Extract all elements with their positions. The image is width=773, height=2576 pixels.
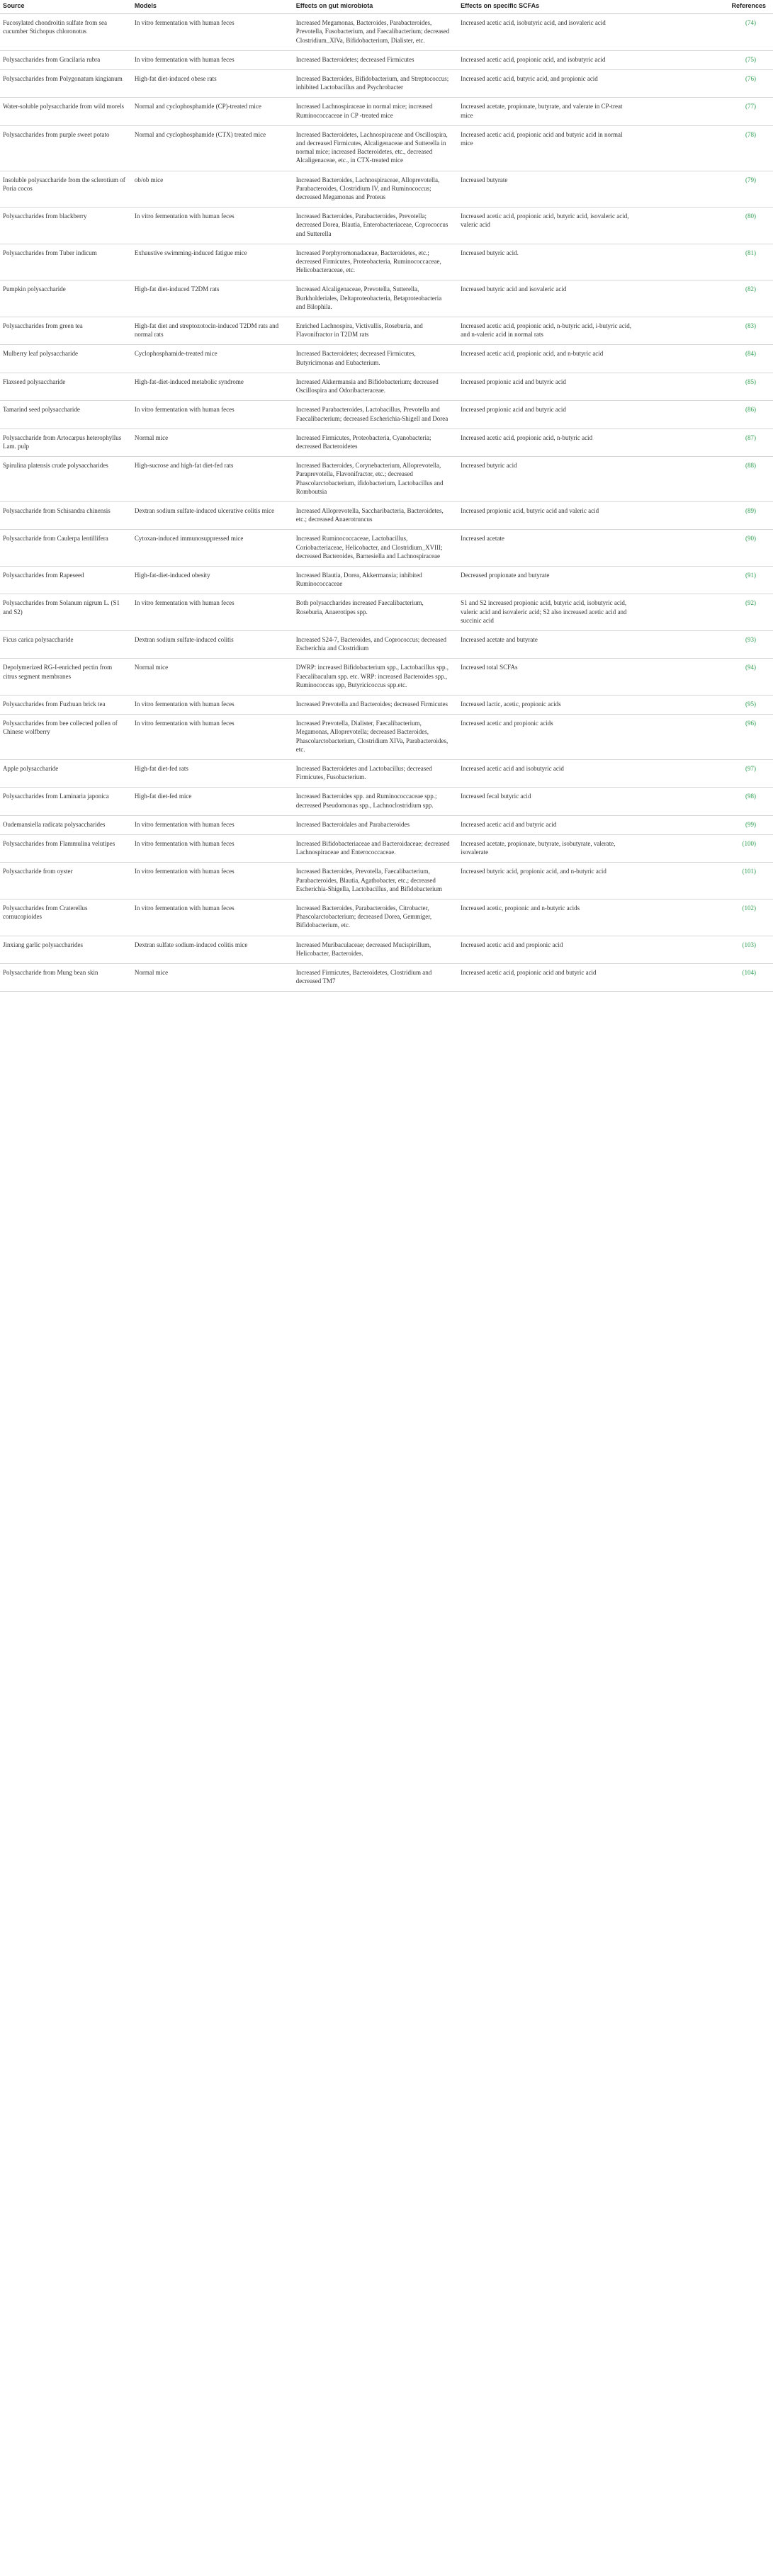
reference-link[interactable]: (91) xyxy=(745,571,756,579)
cell-reference xyxy=(638,530,773,567)
cell-source: Depolymerized RG-I-enriched pectin from citrus segment membranes xyxy=(0,659,132,696)
cell-microbiota: Increased Bacteroides, Lachnospiraceae, Alloprevotella, Parabacteroides, Clostridium IV, and Ruminococcus; decreased Megamonas and Proteus xyxy=(293,171,458,208)
cell-reference xyxy=(638,345,773,373)
cell-reference xyxy=(638,457,773,502)
cell-microbiota: Increased Bacteroidetes and Lactobacillus; decreased Firmicutes, Fusobacterium. xyxy=(293,759,458,787)
header-microbiota: Effects on gut microbiota xyxy=(293,0,458,14)
table-row xyxy=(0,14,773,51)
cell-microbiota: Increased Bacteroides, Corynebacterium, Alloprevotella, Paraprevotella, Flavonifractor, etc.; decreased Phascolarctobacterium, ifidobacterium, Lactobacillus and Romboutsia xyxy=(293,457,458,502)
cell-microbiota: Increased Prevotella, Dialister, Faecalibacterium, Megamonas, Alloprevotella; decreased Bacteroides, Phascolarctobacterium, Clostridium XIVa, Parabacteroides, etc. xyxy=(293,715,458,760)
cell-scfas: Increased acetic acid, propionic acid, n-butyric acid, i-butyric acid, and n-valeric acid in normal rats xyxy=(458,317,638,345)
cell-microbiota: Increased Bacteroides, Parabacteroides, Citrobacter, Phascolarctobacterium; decreased Dorea, Gemmiger, Bifidobacterium, etc. xyxy=(293,900,458,936)
reference-link[interactable]: (103) xyxy=(742,941,756,948)
cell-source: Polysaccharides from Gracilaria rubra xyxy=(0,50,132,69)
header-scfas: Effects on specific SCFAs xyxy=(458,0,638,14)
table-row xyxy=(0,815,773,834)
table-header xyxy=(0,0,773,14)
cell-models: High-fat-diet-induced obesity xyxy=(132,566,293,594)
cell-models: In vitro fermentation with human feces xyxy=(132,900,293,936)
cell-models: High-fat diet and streptozotocin-induced T2DM rats and normal rats xyxy=(132,317,293,345)
cell-models: High-sucrose and high-fat diet-fed rats xyxy=(132,457,293,502)
cell-reference xyxy=(638,14,773,51)
cell-models: In vitro fermentation with human feces xyxy=(132,14,293,51)
cell-models: Normal mice xyxy=(132,429,293,456)
cell-microbiota: Increased Bacteroides, Prevotella, Faecalibacterium, Parabacteroides, Blautia, Agathobacter, etc.; decreased Escherichia-Shigella, Lactobacillus, and Bifidobacterium xyxy=(293,863,458,900)
reference-link[interactable]: (88) xyxy=(745,462,756,470)
header-models: Models xyxy=(132,0,293,14)
cell-source: Oudemansiella radicata polysaccharides xyxy=(0,815,132,834)
cell-models: In vitro fermentation with human feces xyxy=(132,401,293,429)
cell-reference xyxy=(638,594,773,631)
reference-link[interactable]: (75) xyxy=(745,55,756,63)
cell-microbiota: Increased Porphyromonadaceae, Bacteroidetes, etc.; decreased Firmicutes, Proteobacteria, Ruminococcaceae, Helicobacteraceae, etc. xyxy=(293,244,458,280)
cell-microbiota: Increased Lachnospiraceae in normal mice; increased Ruminococcaceae in CP -treated mice xyxy=(293,98,458,125)
cell-microbiota: Increased S24-7, Bacteroides, and Coprococcus; decreased Escherichia and Clostridium xyxy=(293,630,458,658)
cell-scfas: Increased butyrate xyxy=(458,171,638,208)
cell-reference xyxy=(638,788,773,815)
cell-scfas: Increased propionic acid, butyric acid and valeric acid xyxy=(458,501,638,529)
cell-source: Ficus carica polysaccharide xyxy=(0,630,132,658)
cell-scfas: Increased acetate and butyrate xyxy=(458,630,638,658)
cell-scfas: Increased butyric acid. xyxy=(458,244,638,280)
cell-models: High-fat diet-fed mice xyxy=(132,788,293,815)
cell-source: Polysaccharides from Solanum nigrum L. (S1 and S2) xyxy=(0,594,132,631)
cell-models: In vitro fermentation with human feces xyxy=(132,715,293,760)
cell-source: Polysaccharides from bee collected pollen of Chinese wolfberry xyxy=(0,715,132,760)
cell-models: High-fat diet-induced obese rats xyxy=(132,70,293,98)
cell-microbiota: DWRP: increased Bifidobacterium spp., Lactobacillus spp., Faecalibaculum spp. etc. WRP: increased Bacteroides spp., Ruminococcus spp, Butyricicoccus spp.etc. xyxy=(293,659,458,696)
cell-scfas: Decreased propionate and butyrate xyxy=(458,566,638,594)
table-row xyxy=(0,936,773,963)
reference-link[interactable]: (78) xyxy=(745,130,756,138)
cell-reference xyxy=(638,964,773,992)
cell-source: Polysaccharides from purple sweet potato xyxy=(0,125,132,171)
table-row xyxy=(0,530,773,567)
cell-scfas: Increased acetic acid, propionic acid, butyric acid, isovaleric acid, valeric acid xyxy=(458,208,638,244)
cell-reference xyxy=(638,630,773,658)
cell-microbiota: Increased Blautia, Dorea, Akkermansia; inhibited Ruminococcaceae xyxy=(293,566,458,594)
cell-scfas: Increased propionic acid and butyric acid xyxy=(458,401,638,429)
cell-models: High-fat-diet-induced metabolic syndrome xyxy=(132,373,293,400)
reference-link[interactable]: (97) xyxy=(745,764,756,772)
reference-link[interactable]: (89) xyxy=(745,506,756,514)
table-row xyxy=(0,208,773,244)
table-row xyxy=(0,835,773,863)
cell-reference xyxy=(638,715,773,760)
table-row xyxy=(0,715,773,760)
cell-source: Fucosylated chondroitin sulfate from sea cucumber Stichopus chloronotus xyxy=(0,14,132,51)
reference-link[interactable]: (93) xyxy=(745,635,756,643)
table-row xyxy=(0,788,773,815)
table-row xyxy=(0,964,773,992)
table-body xyxy=(0,14,773,992)
cell-scfas: Increased butyric acid, propionic acid, and n-butyric acid xyxy=(458,863,638,900)
cell-microbiota: Increased Bacteroidetes, Lachnospiraceae and Oscillospira, and decreased Firmicutes, Alcaligenaceae and Sutterella in normal mice; increased Bacteroidetes, etc., decreased Alcaligenaceae, etc., in CTX-treated mice xyxy=(293,125,458,171)
cell-models: Normal and cyclophosphamide (CP)-treated mice xyxy=(132,98,293,125)
table-row xyxy=(0,900,773,936)
cell-source: Spirulina platensis crude polysaccharides xyxy=(0,457,132,502)
cell-reference xyxy=(638,98,773,125)
cell-source: Polysaccharides from green tea xyxy=(0,317,132,345)
cell-models: Cytoxan-induced immunosuppressed mice xyxy=(132,530,293,567)
cell-source: Water-soluble polysaccharide from wild morels xyxy=(0,98,132,125)
cell-reference xyxy=(638,659,773,696)
cell-microbiota: Increased Akkermansia and Bifidobacterium; decreased Oscillospira and Odoribacteraceae. xyxy=(293,373,458,400)
cell-scfas: Increased acetic acid and propionic acid xyxy=(458,936,638,963)
cell-microbiota: Increased Prevotella and Bacteroides; decreased Firmicutes xyxy=(293,695,458,714)
cell-reference xyxy=(638,566,773,594)
cell-microbiota: Increased Parabacteroides, Lactobacillus, Prevotella and Faecalibacterium; decreased Escherichia-Shigell and Dorea xyxy=(293,401,458,429)
cell-models: In vitro fermentation with human feces xyxy=(132,50,293,69)
table-page xyxy=(0,0,773,992)
cell-source: Polysaccharides from Tuber indicum xyxy=(0,244,132,280)
cell-reference xyxy=(638,429,773,456)
table-row xyxy=(0,401,773,429)
cell-source: Polysaccharide from Caulerpa lentillifera xyxy=(0,530,132,567)
cell-source: Polysaccharides from Laminaria japonica xyxy=(0,788,132,815)
cell-source: Polysaccharides from Craterellus cornucopioides xyxy=(0,900,132,936)
reference-link[interactable]: (83) xyxy=(745,322,756,330)
cell-models: In vitro fermentation with human feces xyxy=(132,695,293,714)
cell-scfas: Increased acetic acid, propionic acid, and n-butyric acid xyxy=(458,345,638,373)
cell-reference xyxy=(638,900,773,936)
cell-reference xyxy=(638,401,773,429)
cell-models: Dextran sulfate sodium-induced colitis mice xyxy=(132,936,293,963)
cell-source: Polysaccharides from Fuzhuan brick tea xyxy=(0,695,132,714)
cell-models: In vitro fermentation with human feces xyxy=(132,863,293,900)
cell-scfas: Increased acetic acid and isobutyric acid xyxy=(458,759,638,787)
cell-microbiota: Enriched Lachnospira, Victivallis, Roseburia, and Flavonifractor in T2DM rats xyxy=(293,317,458,345)
cell-models: In vitro fermentation with human feces xyxy=(132,815,293,834)
cell-source: Tamarind seed polysaccharide xyxy=(0,401,132,429)
cell-reference xyxy=(638,695,773,714)
table-row xyxy=(0,280,773,317)
reference-link[interactable]: (82) xyxy=(745,285,756,293)
table-row xyxy=(0,429,773,456)
cell-models: Normal mice xyxy=(132,659,293,696)
table-row xyxy=(0,125,773,171)
cell-source: Polysaccharide from oyster xyxy=(0,863,132,900)
cell-models: Dextran sodium sulfate-induced colitis xyxy=(132,630,293,658)
cell-models: Dextran sodium sulfate-induced ulcerative colitis mice xyxy=(132,501,293,529)
cell-reference xyxy=(638,280,773,317)
reference-link[interactable]: (102) xyxy=(742,904,756,912)
reference-link[interactable]: (104) xyxy=(742,969,756,977)
reference-link[interactable]: (94) xyxy=(745,664,756,671)
cell-scfas: Increased acetic acid, propionic acid, n-butyric acid xyxy=(458,429,638,456)
cell-models: In vitro fermentation with human feces xyxy=(132,835,293,863)
cell-reference xyxy=(638,244,773,280)
reference-link[interactable]: (84) xyxy=(745,350,756,358)
reference-link[interactable]: (87) xyxy=(745,433,756,441)
table-row xyxy=(0,659,773,696)
cell-models: Normal and cyclophosphamide (CTX) treated mice xyxy=(132,125,293,171)
cell-source: Flaxseed polysaccharide xyxy=(0,373,132,400)
cell-reference xyxy=(638,317,773,345)
cell-reference xyxy=(638,759,773,787)
cell-reference xyxy=(638,863,773,900)
cell-reference xyxy=(638,208,773,244)
table-row xyxy=(0,345,773,373)
cell-microbiota: Increased Alcaligenaceae, Prevotella, Sutterella, Burkholderiales, Deltaproteobacteria, Betaproteobacteria and Bilophila. xyxy=(293,280,458,317)
cell-scfas: Increased fecal butyric acid xyxy=(458,788,638,815)
cell-reference xyxy=(638,936,773,963)
cell-scfas: Increased total SCFAs xyxy=(458,659,638,696)
cell-scfas: Increased propionic acid and butyric acid xyxy=(458,373,638,400)
table-row xyxy=(0,566,773,594)
reference-link[interactable]: (96) xyxy=(745,720,756,727)
polysaccharide-effects-table xyxy=(0,0,773,992)
cell-source: Polysaccharide from Mung bean skin xyxy=(0,964,132,992)
cell-microbiota: Increased Bacteroides, Bifidobacterium, and Streptococcus; inhibited Lactobacillus and Psychrobacter xyxy=(293,70,458,98)
table-row xyxy=(0,70,773,98)
cell-reference xyxy=(638,373,773,400)
table-row xyxy=(0,695,773,714)
header-references: References xyxy=(638,0,773,14)
table-row xyxy=(0,98,773,125)
cell-scfas: Increased acetic acid, propionic acid, and isobutyric acid xyxy=(458,50,638,69)
cell-scfas: Increased butyric acid xyxy=(458,457,638,502)
cell-source: Polysaccharides from Polygonatum kingianum xyxy=(0,70,132,98)
table-row xyxy=(0,863,773,900)
cell-source: Insoluble polysaccharide from the sclerotium of Poria cocos xyxy=(0,171,132,208)
cell-scfas: Increased acetate, propionate, butyrate, and valerate in CP-treat mice xyxy=(458,98,638,125)
cell-scfas: Increased acetic and propionic acids xyxy=(458,715,638,760)
header-source: Source xyxy=(0,0,132,14)
cell-scfas: S1 and S2 increased propionic acid, butyric acid, isobutyric acid, valeric acid and isovaleric acid; S2 also increased acetic acid and succinic acid xyxy=(458,594,638,631)
table-row xyxy=(0,630,773,658)
cell-scfas: Increased lactic, acetic, propionic acids xyxy=(458,695,638,714)
cell-microbiota: Increased Bacteroidetes; decreased Firmicutes, Butyricimonas and Eubacterium. xyxy=(293,345,458,373)
cell-microbiota: Increased Bacteroidales and Parabacteroides xyxy=(293,815,458,834)
cell-scfas: Increased butyric acid and isovaleric acid xyxy=(458,280,638,317)
reference-link[interactable]: (81) xyxy=(745,249,756,256)
cell-models: In vitro fermentation with human feces xyxy=(132,594,293,631)
cell-microbiota: Increased Ruminococcaceae, Lactobacillus, Coriobacteriaceae, Helicobacter, and Clostridium_XVIII; decreased Bacteroides, Barnesiella and Lachnospiraceae xyxy=(293,530,458,567)
cell-source: Polysaccharides from Flammulina velutipes xyxy=(0,835,132,863)
cell-microbiota: Both polysaccharides increased Faecalibacterium, Roseburia, Anaerotipes spp. xyxy=(293,594,458,631)
cell-source: Apple polysaccharide xyxy=(0,759,132,787)
cell-source: Jinxiang garlic polysaccharides xyxy=(0,936,132,963)
cell-scfas: Increased acetic acid, propionic acid and butyric acid xyxy=(458,964,638,992)
table-row xyxy=(0,594,773,631)
table-row xyxy=(0,759,773,787)
cell-scfas: Increased acetate, propionate, butyrate, isobutyrate, valerate, isovalerate xyxy=(458,835,638,863)
reference-link[interactable]: (86) xyxy=(745,406,756,414)
cell-microbiota: Increased Bacteroides spp. and Ruminococcaceae spp.; decreased Pseudomonas spp., Lachnoclostridium spp. xyxy=(293,788,458,815)
cell-models: Exhaustive swimming-induced fatigue mice xyxy=(132,244,293,280)
reference-link[interactable]: (98) xyxy=(745,793,756,800)
reference-link[interactable]: (95) xyxy=(745,700,756,708)
cell-scfas: Increased acetic acid and butyric acid xyxy=(458,815,638,834)
header-row xyxy=(0,0,773,14)
reference-link[interactable]: (74) xyxy=(745,19,756,27)
cell-scfas: Increased acetate xyxy=(458,530,638,567)
reference-link[interactable]: (77) xyxy=(745,103,756,110)
cell-microbiota: Increased Muribaculaceae; decreased Mucispirillum, Helicobacter, Bacteroides. xyxy=(293,936,458,963)
table-row xyxy=(0,50,773,69)
reference-link[interactable]: (79) xyxy=(745,176,756,183)
table-row xyxy=(0,373,773,400)
cell-source: Polysaccharide from Artocarpus heterophyllus Lam. pulp xyxy=(0,429,132,456)
cell-models: High-fat diet-induced T2DM rats xyxy=(132,280,293,317)
cell-microbiota: Increased Alloprevotella, Saccharibacteria, Bacteroidetes, etc.; decreased Anaerotruncus xyxy=(293,501,458,529)
cell-source: Polysaccharide from Schisandra chinensis xyxy=(0,501,132,529)
cell-reference xyxy=(638,835,773,863)
cell-scfas: Increased acetic, propionic and n-butyric acids xyxy=(458,900,638,936)
cell-source: Polysaccharides from blackberry xyxy=(0,208,132,244)
cell-reference xyxy=(638,171,773,208)
cell-reference xyxy=(638,501,773,529)
table-row xyxy=(0,317,773,345)
cell-microbiota: Increased Megamonas, Bacteroides, Parabacteroides, Prevotella, Fusobacterium, and Faecalibacterium; decreased Clostridium_XlVa, Bifidobacterium, Dialister, etc. xyxy=(293,14,458,51)
cell-reference xyxy=(638,50,773,69)
cell-reference xyxy=(638,70,773,98)
cell-source: Pumpkin polysaccharide xyxy=(0,280,132,317)
cell-microbiota: Increased Firmicutes, Bacteroidetes, Clostridium and decreased TM7 xyxy=(293,964,458,992)
reference-link[interactable]: (80) xyxy=(745,212,756,220)
cell-reference xyxy=(638,815,773,834)
reference-link[interactable]: (100) xyxy=(742,840,756,847)
cell-reference xyxy=(638,125,773,171)
reference-link[interactable]: (90) xyxy=(745,535,756,543)
reference-link[interactable]: (99) xyxy=(745,820,756,828)
cell-models: High-fat diet-fed rats xyxy=(132,759,293,787)
table-row xyxy=(0,501,773,529)
reference-link[interactable]: (92) xyxy=(745,599,756,607)
cell-models: In vitro fermentation with human feces xyxy=(132,208,293,244)
cell-models: ob/ob mice xyxy=(132,171,293,208)
cell-models: Cyclophosphamide-treated mice xyxy=(132,345,293,373)
cell-microbiota: Increased Bacteroidetes; decreased Firmicutes xyxy=(293,50,458,69)
cell-scfas: Increased acetic acid, isobutyric acid, and isovaleric acid xyxy=(458,14,638,51)
cell-source: Mulberry leaf polysaccharide xyxy=(0,345,132,373)
cell-scfas: Increased acetic acid, butyric acid, and propionic acid xyxy=(458,70,638,98)
table-row xyxy=(0,457,773,502)
cell-microbiota: Increased Bacteroides, Parabacteroides, Prevotella; decreased Dorea, Blautia, Enterobacteriaceae, Coprococcus and Sutterella xyxy=(293,208,458,244)
cell-source: Polysaccharides from Rapeseed xyxy=(0,566,132,594)
reference-link[interactable]: (101) xyxy=(742,868,756,875)
table-row xyxy=(0,171,773,208)
cell-models: Normal mice xyxy=(132,964,293,992)
table-row xyxy=(0,244,773,280)
reference-link[interactable]: (85) xyxy=(745,378,756,385)
cell-microbiota: Increased Bifidobacteriaceae and Bacteroidaceae; decreased Lachnospiraceae and Enterococcaceae. xyxy=(293,835,458,863)
cell-microbiota: Increased Firmicutes, Proteobacteria, Cyanobacteria; decreased Bacteroidetes xyxy=(293,429,458,456)
reference-link[interactable]: (76) xyxy=(745,75,756,83)
cell-scfas: Increased acetic acid, propionic acid and butyric acid in normal mice xyxy=(458,125,638,171)
